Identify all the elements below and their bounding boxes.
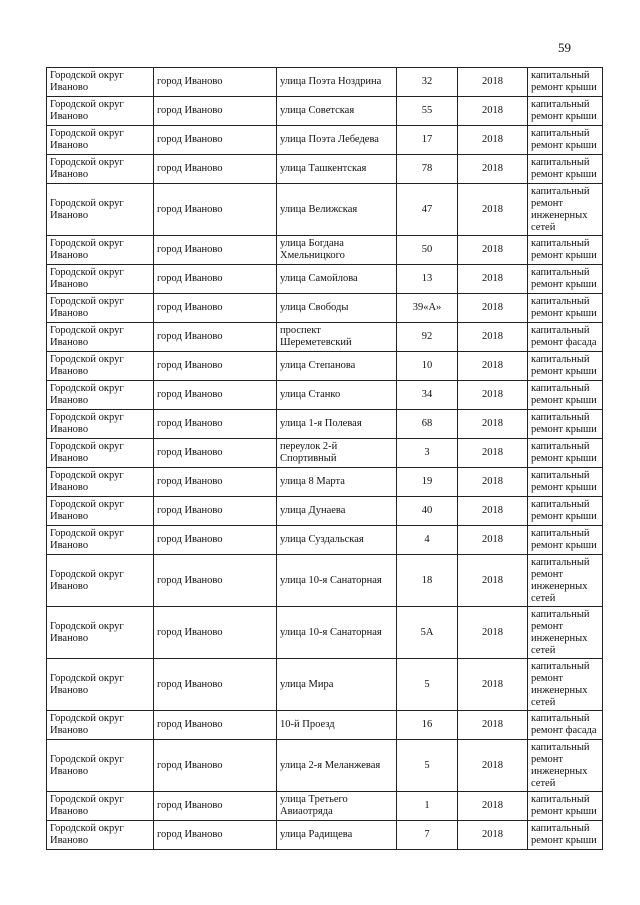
cell-year: 2018: [458, 711, 528, 740]
cell-okrug: Городской округ Иваново: [47, 555, 154, 607]
cell-okrug: Городской округ Иваново: [47, 439, 154, 468]
cell-work-type: капитальный ремонт инженерных сетей: [528, 555, 603, 607]
cell-street: улица Велижская: [277, 184, 397, 236]
table-row: [47, 555, 603, 607]
cell-house-number: 34: [397, 381, 458, 410]
table-row: [47, 323, 603, 352]
cell-work-type: капитальный ремонт крыши: [528, 468, 603, 497]
page-number: 59: [558, 40, 571, 55]
cell-okrug: Городской округ Иваново: [47, 821, 154, 850]
table-row: [47, 792, 603, 821]
cell-city: город Иваново: [154, 607, 277, 659]
cell-year: 2018: [458, 526, 528, 555]
cell-street: улица Суздальская: [277, 526, 397, 555]
cell-city: город Иваново: [154, 381, 277, 410]
cell-city: город Иваново: [154, 555, 277, 607]
cell-city: город Иваново: [154, 659, 277, 711]
cell-work-type: капитальный ремонт фасада: [528, 323, 603, 352]
cell-okrug: Городской округ Иваново: [47, 68, 154, 97]
table-row: [47, 526, 603, 555]
cell-house-number: 55: [397, 97, 458, 126]
cell-house-number: 78: [397, 155, 458, 184]
cell-city: город Иваново: [154, 184, 277, 236]
table-row: [47, 184, 603, 236]
table-row: [47, 439, 603, 468]
cell-work-type: капитальный ремонт крыши: [528, 155, 603, 184]
cell-house-number: 7: [397, 821, 458, 850]
cell-street: улица 1-я Полевая: [277, 410, 397, 439]
cell-house-number: 5А: [397, 607, 458, 659]
cell-year: 2018: [458, 236, 528, 265]
cell-year: 2018: [458, 821, 528, 850]
cell-city: город Иваново: [154, 711, 277, 740]
table-row: [47, 68, 603, 97]
table-row: [47, 410, 603, 439]
cell-year: 2018: [458, 740, 528, 792]
cell-house-number: 5: [397, 740, 458, 792]
cell-year: 2018: [458, 294, 528, 323]
cell-city: город Иваново: [154, 821, 277, 850]
cell-street: улица Советская: [277, 97, 397, 126]
cell-okrug: Городской округ Иваново: [47, 97, 154, 126]
cell-work-type: капитальный ремонт крыши: [528, 68, 603, 97]
cell-okrug: Городской округ Иваново: [47, 468, 154, 497]
table-row: [47, 265, 603, 294]
cell-city: город Иваново: [154, 294, 277, 323]
repair-schedule-table: [46, 67, 603, 850]
cell-work-type: капитальный ремонт крыши: [528, 381, 603, 410]
cell-house-number: 3: [397, 439, 458, 468]
cell-city: город Иваново: [154, 236, 277, 265]
cell-year: 2018: [458, 265, 528, 294]
cell-street: улица Поэта Ноздрина: [277, 68, 397, 97]
cell-okrug: Городской округ Иваново: [47, 497, 154, 526]
cell-okrug: Городской округ Иваново: [47, 659, 154, 711]
cell-house-number: 18: [397, 555, 458, 607]
cell-year: 2018: [458, 97, 528, 126]
table-row: [47, 740, 603, 792]
table-row: [47, 97, 603, 126]
cell-street: улица 10-я Санаторная: [277, 607, 397, 659]
cell-work-type: капитальный ремонт инженерных сетей: [528, 740, 603, 792]
table-row: [47, 381, 603, 410]
cell-year: 2018: [458, 659, 528, 711]
cell-year: 2018: [458, 468, 528, 497]
cell-okrug: Городской округ Иваново: [47, 126, 154, 155]
cell-street: улица Ташкентская: [277, 155, 397, 184]
cell-year: 2018: [458, 792, 528, 821]
cell-year: 2018: [458, 381, 528, 410]
cell-city: город Иваново: [154, 126, 277, 155]
cell-work-type: капитальный ремонт крыши: [528, 439, 603, 468]
cell-house-number: 17: [397, 126, 458, 155]
table-row: [47, 236, 603, 265]
cell-work-type: капитальный ремонт крыши: [528, 792, 603, 821]
table-row: [47, 711, 603, 740]
cell-house-number: 47: [397, 184, 458, 236]
cell-street: улица Дунаева: [277, 497, 397, 526]
cell-work-type: капитальный ремонт крыши: [528, 352, 603, 381]
table-row: [47, 607, 603, 659]
cell-street: улица 10-я Санаторная: [277, 555, 397, 607]
cell-okrug: Городской округ Иваново: [47, 265, 154, 294]
cell-okrug: Городской округ Иваново: [47, 381, 154, 410]
cell-house-number: 4: [397, 526, 458, 555]
cell-work-type: капитальный ремонт крыши: [528, 126, 603, 155]
cell-okrug: Городской округ Иваново: [47, 711, 154, 740]
cell-house-number: 39«А»: [397, 294, 458, 323]
cell-street: улица Самойлова: [277, 265, 397, 294]
cell-work-type: капитальный ремонт крыши: [528, 236, 603, 265]
cell-year: 2018: [458, 410, 528, 439]
cell-okrug: Городской округ Иваново: [47, 294, 154, 323]
cell-house-number: 5: [397, 659, 458, 711]
cell-work-type: капитальный ремонт крыши: [528, 410, 603, 439]
cell-street: переулок 2-й Спортивный: [277, 439, 397, 468]
cell-city: город Иваново: [154, 468, 277, 497]
cell-house-number: 19: [397, 468, 458, 497]
cell-street: улица Богдана Хмельницкого: [277, 236, 397, 265]
cell-city: город Иваново: [154, 792, 277, 821]
cell-house-number: 1: [397, 792, 458, 821]
cell-city: город Иваново: [154, 323, 277, 352]
cell-work-type: капитальный ремонт фасада: [528, 711, 603, 740]
cell-city: город Иваново: [154, 526, 277, 555]
cell-house-number: 68: [397, 410, 458, 439]
cell-work-type: капитальный ремонт крыши: [528, 526, 603, 555]
cell-city: город Иваново: [154, 68, 277, 97]
table-row: [47, 294, 603, 323]
cell-work-type: капитальный ремонт крыши: [528, 821, 603, 850]
cell-street: 10-й Проезд: [277, 711, 397, 740]
cell-year: 2018: [458, 439, 528, 468]
cell-okrug: Городской округ Иваново: [47, 740, 154, 792]
cell-house-number: 32: [397, 68, 458, 97]
cell-work-type: капитальный ремонт крыши: [528, 97, 603, 126]
table-row: [47, 468, 603, 497]
cell-year: 2018: [458, 323, 528, 352]
cell-work-type: капитальный ремонт крыши: [528, 294, 603, 323]
cell-city: город Иваново: [154, 265, 277, 294]
table-row: [47, 497, 603, 526]
cell-okrug: Городской округ Иваново: [47, 792, 154, 821]
cell-house-number: 40: [397, 497, 458, 526]
cell-okrug: Городской округ Иваново: [47, 184, 154, 236]
cell-city: город Иваново: [154, 740, 277, 792]
cell-year: 2018: [458, 184, 528, 236]
cell-house-number: 10: [397, 352, 458, 381]
cell-house-number: 13: [397, 265, 458, 294]
cell-street: проспект Шереметевский: [277, 323, 397, 352]
cell-okrug: Городской округ Иваново: [47, 352, 154, 381]
cell-year: 2018: [458, 607, 528, 659]
cell-work-type: капитальный ремонт крыши: [528, 497, 603, 526]
table-row: [47, 821, 603, 850]
cell-work-type: капитальный ремонт инженерных сетей: [528, 607, 603, 659]
cell-city: город Иваново: [154, 410, 277, 439]
cell-street: улица Третьего Авиаотряда: [277, 792, 397, 821]
cell-okrug: Городской округ Иваново: [47, 410, 154, 439]
cell-okrug: Городской округ Иваново: [47, 526, 154, 555]
cell-street: улица Поэта Лебедева: [277, 126, 397, 155]
cell-okrug: Городской округ Иваново: [47, 236, 154, 265]
cell-year: 2018: [458, 555, 528, 607]
cell-street: улица Станко: [277, 381, 397, 410]
cell-street: улица 2-я Меланжевая: [277, 740, 397, 792]
table-row: [47, 155, 603, 184]
cell-house-number: 50: [397, 236, 458, 265]
cell-work-type: капитальный ремонт инженерных сетей: [528, 659, 603, 711]
table-row: [47, 126, 603, 155]
cell-okrug: Городской округ Иваново: [47, 323, 154, 352]
cell-street: улица Мира: [277, 659, 397, 711]
cell-okrug: Городской округ Иваново: [47, 155, 154, 184]
cell-year: 2018: [458, 68, 528, 97]
cell-city: город Иваново: [154, 155, 277, 184]
table-body: [47, 68, 603, 850]
table-row: [47, 659, 603, 711]
cell-street: улица Радищева: [277, 821, 397, 850]
table-row: [47, 352, 603, 381]
cell-okrug: Городской округ Иваново: [47, 607, 154, 659]
cell-year: 2018: [458, 352, 528, 381]
cell-city: город Иваново: [154, 439, 277, 468]
cell-year: 2018: [458, 155, 528, 184]
cell-work-type: капитальный ремонт инженерных сетей: [528, 184, 603, 236]
cell-year: 2018: [458, 497, 528, 526]
cell-street: улица Степанова: [277, 352, 397, 381]
cell-city: город Иваново: [154, 497, 277, 526]
cell-city: город Иваново: [154, 97, 277, 126]
cell-year: 2018: [458, 126, 528, 155]
cell-work-type: капитальный ремонт крыши: [528, 265, 603, 294]
cell-street: улица 8 Марта: [277, 468, 397, 497]
cell-street: улица Свободы: [277, 294, 397, 323]
cell-house-number: 92: [397, 323, 458, 352]
cell-house-number: 16: [397, 711, 458, 740]
cell-city: город Иваново: [154, 352, 277, 381]
